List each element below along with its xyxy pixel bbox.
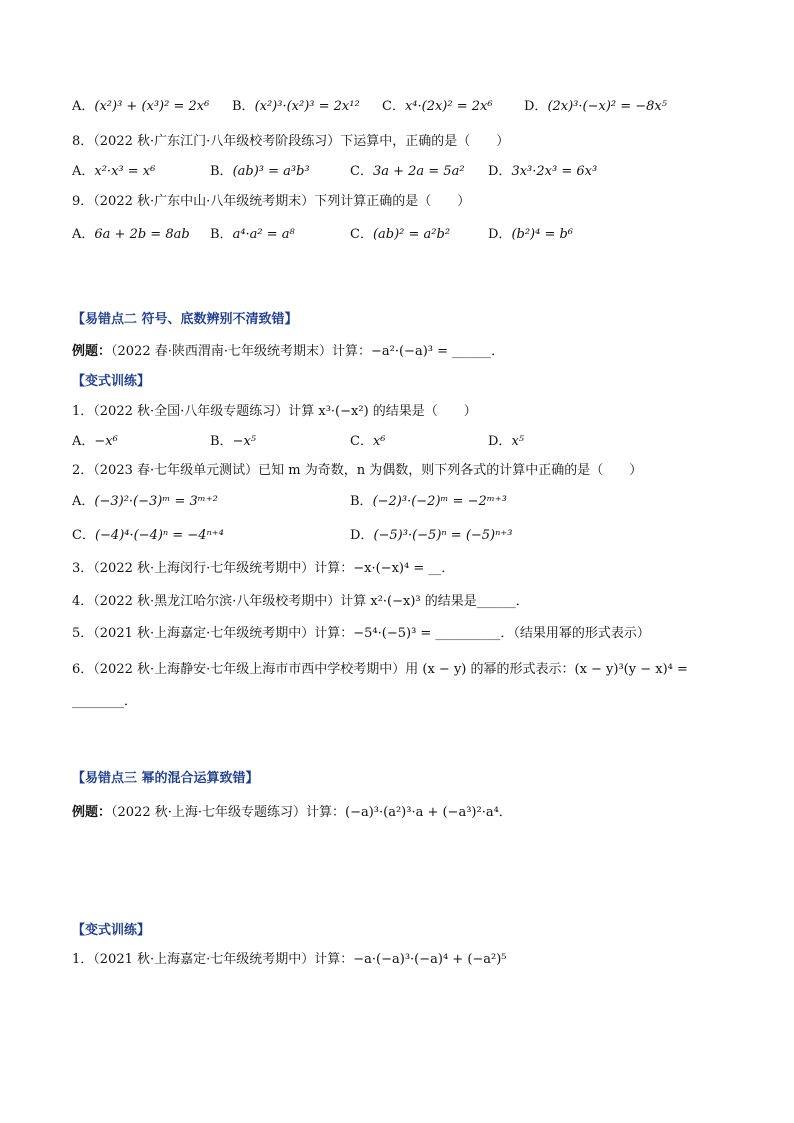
q8-option-a: A．x²·x³ = x⁶ (72, 164, 156, 179)
s2-q3: 3．（2022 秋·上海闵行·七年级统考期中）计算：−x·(−x)⁴ = __． (72, 561, 455, 576)
s3-q1: 1．（2021 秋·上海嘉定·七年级统考期中）计算：−a·(−a)³·(−a)⁴ + (−a²)⁵ (72, 952, 507, 967)
q9-stem: 9．（2022 秋·广东中山·八年级统考期末）下列计算正确的是（ ） (72, 194, 471, 209)
q7-option-d: D．(2x)³·(−x)² = −8x⁵ (524, 99, 667, 114)
s2-q1-stem: 1．（2022 秋·全国·八年级专题练习）计算 x³·(−x²) 的结果是（ ） (72, 404, 477, 419)
q7-option-b: B．(x²)³·(x²)³ = 2x¹² (232, 99, 360, 114)
section3-practice-title: 【变式训练】 (72, 923, 151, 938)
section3-example: 例题：（2022 秋·上海·七年级专题练习）计算：(−a)³·(a²)³·a + (−a³)²·a⁴． (72, 805, 512, 820)
s2-q5: 5．（2021 秋·上海嘉定·七年级统考期中）计算：−5⁴·(−5)³ = __________．（结果用幂的形式表示） (72, 626, 650, 641)
s2-q4: 4．（2022 秋·黑龙江哈尔滨·八年级校考期中）计算 x²·(−x)³ 的结果是______． (72, 594, 529, 609)
s2-q6: 6．（2022 秋·上海静安·七年级上海市市西中学校考期中）用 (x − y) 的幂的形式表示：(x − y)³(y − x)⁴ = (72, 662, 688, 677)
q9-option-d: D．(b²)⁴ = b⁶ (488, 227, 574, 242)
s2-q1-option-b: B．−x⁵ (210, 434, 256, 449)
q8-option-b: B．(ab)³ = a³b³ (210, 164, 310, 179)
s2-q6-blank: ________． (72, 694, 138, 709)
q9-option-b: B．a⁴·a² = a⁸ (210, 227, 295, 242)
s2-q2-option-c: C．(−4)⁴·(−4)ⁿ = −4ⁿ⁺⁴ (72, 528, 224, 543)
section2-example: 例题：（2022 春·陕西渭南·七年级统考期末）计算：−a²·(−a)³ = ______． (72, 344, 505, 359)
q8-stem: 8．（2022 秋·广东江门·八年级校考阶段练习）下运算中，正确的是（ ） (72, 134, 510, 149)
q9-option-a: A．6a + 2b = 8ab (72, 227, 190, 242)
section2-practice-title: 【变式训练】 (72, 374, 151, 389)
s2-q1-option-d: D．x⁵ (488, 434, 524, 449)
q7-option-c: C．x⁴·(2x)² = 2x⁶ (382, 99, 493, 114)
q9-option-c: C．(ab)² = a²b² (350, 227, 451, 242)
q8-option-c: C．3a + 2a = 5a² (350, 164, 465, 179)
s2-q2-option-d: D．(−5)³·(−5)ⁿ = (−5)ⁿ⁺³ (350, 528, 513, 543)
s2-q1-option-c: C．x⁶ (350, 434, 386, 449)
q7-option-a: A．(x²)³ + (x³)² = 2x⁶ (72, 99, 210, 114)
q8-option-d: D．3x³·2x³ = 6x³ (488, 164, 598, 179)
section2-title: 【易错点二 符号、底数辨别不清致错】 (72, 312, 298, 327)
section3-title: 【易错点三 幂的混合运算致错】 (72, 771, 259, 786)
s2-q2-option-b: B．(−2)³·(−2)ᵐ = −2ᵐ⁺³ (350, 494, 507, 509)
s2-q2-option-a: A．(−3)²·(−3)ᵐ = 3ᵐ⁺² (72, 494, 218, 509)
s2-q2-stem: 2．（2023 春·七年级单元测试）已知 m 为奇数，n 为偶数，则下列各式的计算中正确的是（ ） (72, 463, 643, 478)
s2-q1-option-a: A．−x⁶ (72, 434, 118, 449)
